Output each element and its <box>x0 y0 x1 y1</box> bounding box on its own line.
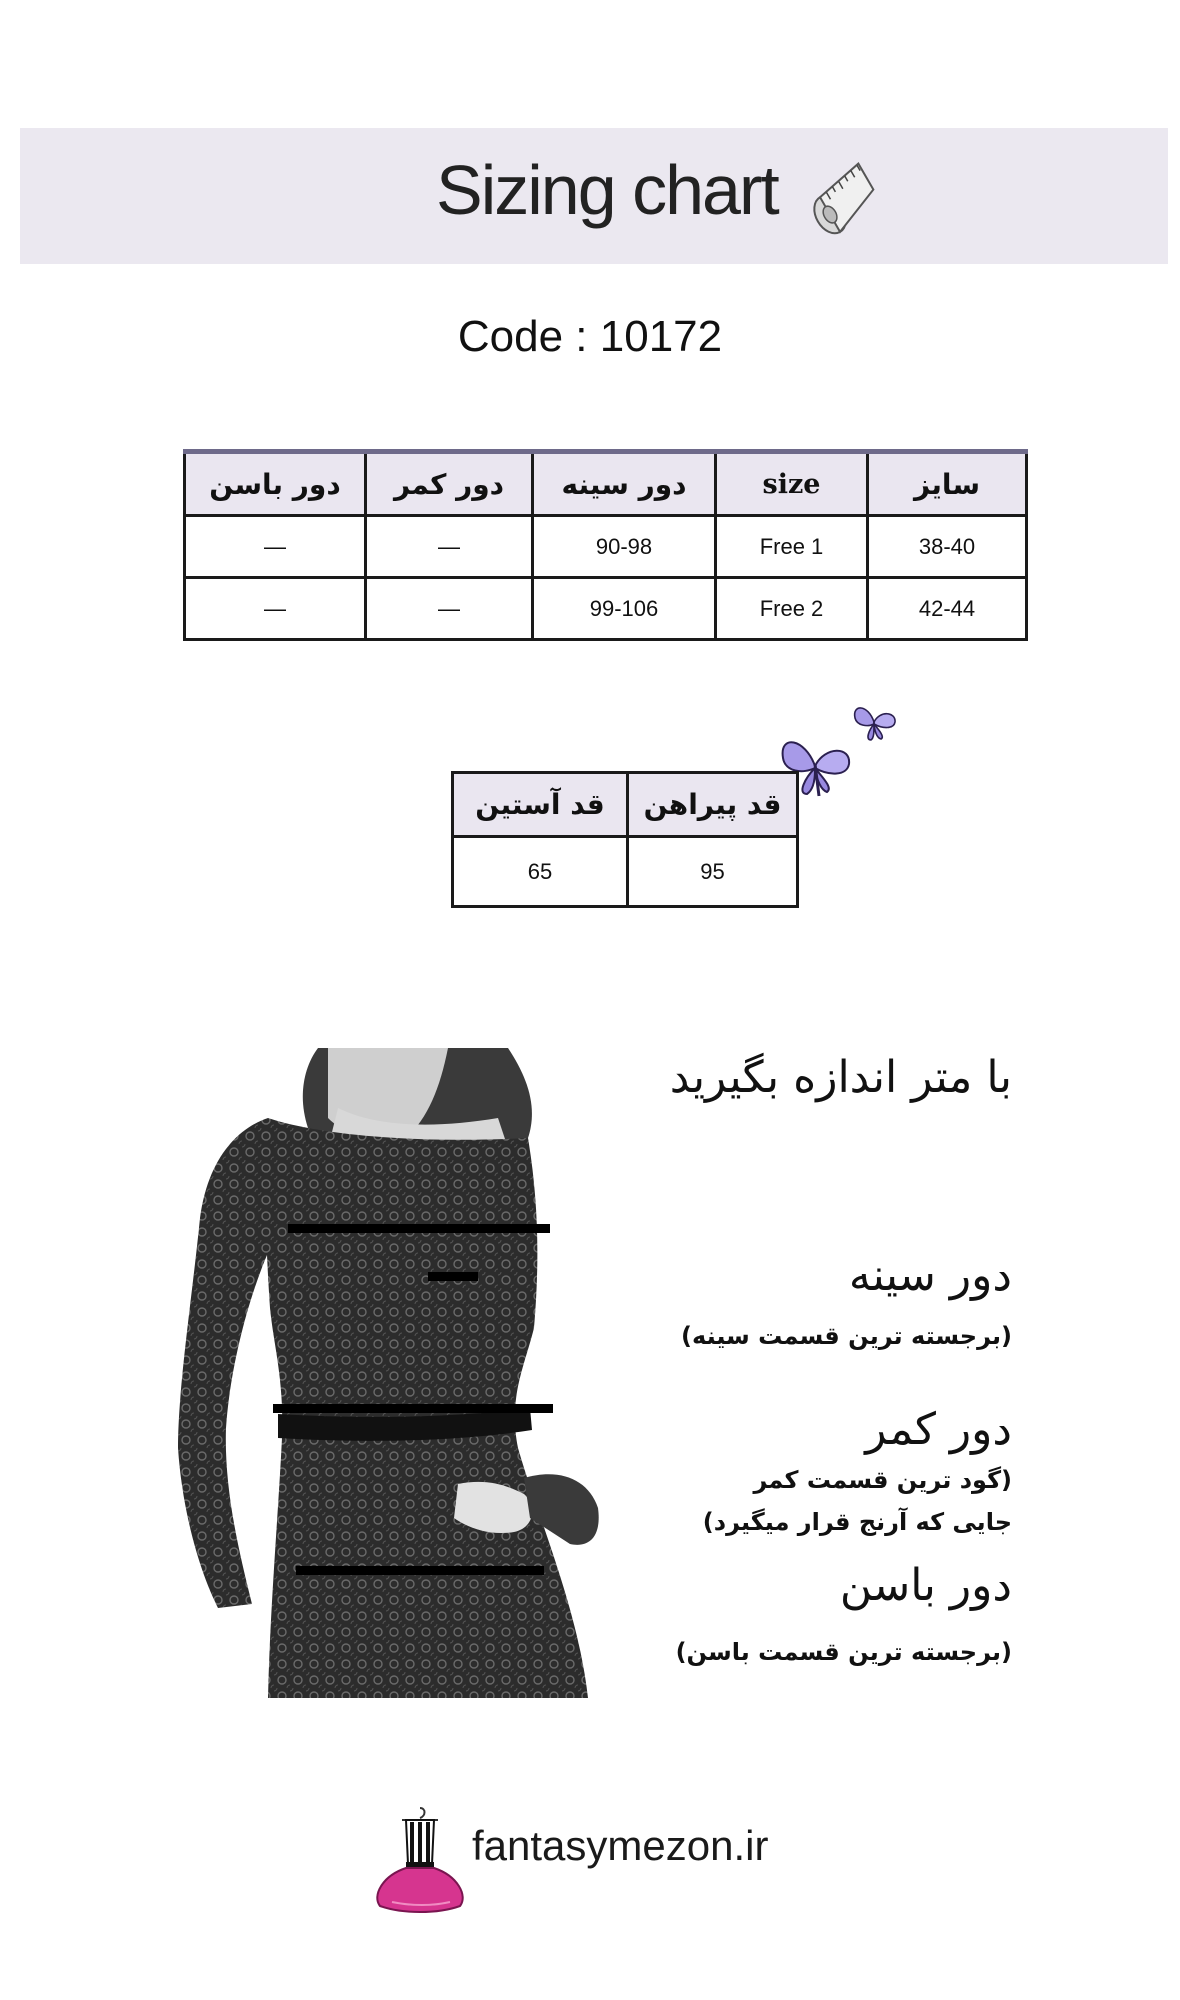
waist-note-2: جایی که آرنج قرار میگیرد) <box>702 1508 1012 1536</box>
table-row <box>453 837 798 907</box>
cell-size-latin: Free 1 <box>716 516 868 578</box>
header-size-latin: size <box>716 452 868 516</box>
size-table-header-row <box>185 452 1027 516</box>
cell-waist: — <box>366 516 533 578</box>
bust-title: دور سینه <box>848 1250 1012 1301</box>
cell-bust: 99-106 <box>533 578 716 640</box>
length-table <box>451 771 799 908</box>
cell-size: 38-40 <box>868 516 1027 578</box>
waist-note-1: (گود ترین قسمت کمر <box>753 1466 1012 1494</box>
bust-note: (برجسته ترین قسمت سینه) <box>681 1322 1012 1350</box>
cell-dress-length: 95 <box>628 837 798 907</box>
product-code: Code : 10172 <box>457 312 723 361</box>
measuring-tape-icon <box>802 158 884 240</box>
header-hip: دور باسن <box>185 452 366 516</box>
brand-site[interactable]: fantasymezon.ir <box>472 1822 769 1869</box>
size-table <box>183 449 1028 641</box>
cell-size: 42-44 <box>868 578 1027 640</box>
length-table-header-row <box>453 773 798 837</box>
table-row <box>185 516 1027 578</box>
header-size: سایز <box>868 452 1027 516</box>
hip-title: دور باسن <box>839 1560 1012 1611</box>
waist-title: دور کمر <box>865 1404 1012 1455</box>
header-waist: دور کمر <box>366 452 533 516</box>
cell-hip: — <box>185 578 366 640</box>
cell-hip: — <box>185 516 366 578</box>
cell-size-latin: Free 2 <box>716 578 868 640</box>
dress-logo-icon <box>372 1806 468 1916</box>
butterfly-icon <box>850 700 900 744</box>
cell-waist: — <box>366 578 533 640</box>
cell-bust: 90-98 <box>533 516 716 578</box>
table-row <box>185 578 1027 640</box>
instructions-heading: با متر اندازه بگیرید <box>669 1052 1012 1103</box>
hip-note: (برجسته ترین قسمت باسن) <box>675 1638 1012 1666</box>
header-dress-length: قد پیراهن <box>628 773 798 837</box>
header-bust: دور سینه <box>533 452 716 516</box>
page-title: Sizing chart <box>436 151 778 229</box>
cell-sleeve-length: 65 <box>453 837 628 907</box>
model-photo <box>178 1048 602 1698</box>
header-sleeve-length: قد آستین <box>453 773 628 837</box>
